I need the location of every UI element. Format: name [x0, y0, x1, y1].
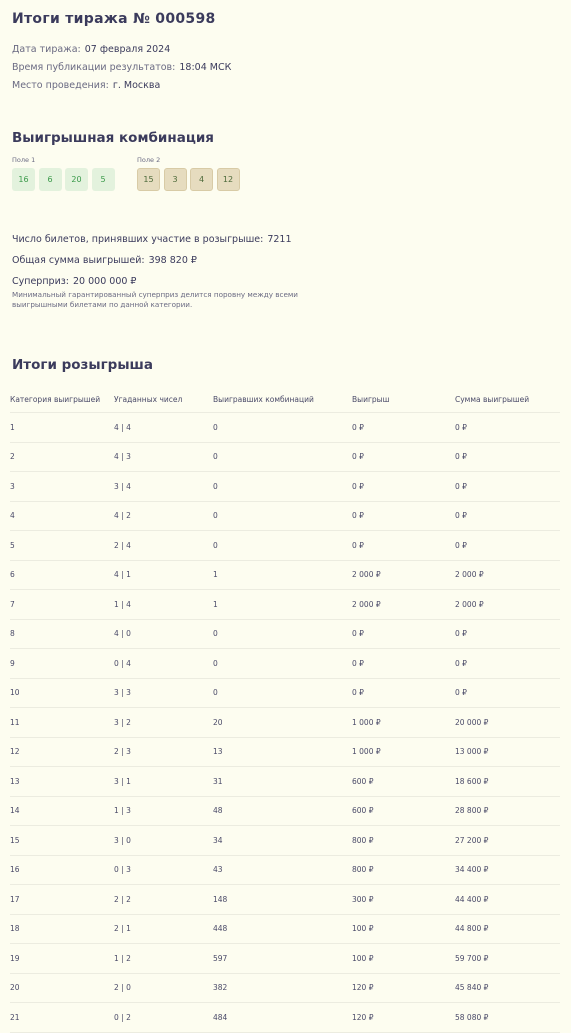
- cell-prize: 300 ₽: [352, 885, 455, 915]
- table-row: [10, 973, 560, 1003]
- draw-meta: [12, 41, 571, 95]
- cell-total: 2 000 ₽: [455, 560, 560, 590]
- results-table: [10, 386, 560, 1033]
- total-winnings-label: Общая сумма выигрышей:: [12, 255, 145, 266]
- cell-category: 17: [10, 885, 114, 915]
- column-header-matched: Угаданных чисел: [114, 386, 213, 413]
- cell-winners: 0: [213, 442, 352, 472]
- table-row: [10, 590, 560, 620]
- cell-matched: 2 | 2: [114, 885, 213, 915]
- cell-total: 28 800 ₽: [455, 796, 560, 826]
- cell-winners: 1: [213, 560, 352, 590]
- table-row: [10, 619, 560, 649]
- cell-category: 12: [10, 737, 114, 767]
- cell-winners: 597: [213, 944, 352, 974]
- cell-total: 0 ₽: [455, 413, 560, 443]
- cell-prize: 100 ₽: [352, 914, 455, 944]
- number-ball: 6: [39, 168, 62, 191]
- cell-winners: 148: [213, 885, 352, 915]
- cell-total: 34 400 ₽: [455, 855, 560, 885]
- cell-total: 27 200 ₽: [455, 826, 560, 856]
- cell-winners: 484: [213, 1003, 352, 1033]
- cell-winners: 0: [213, 531, 352, 561]
- cell-category: 11: [10, 708, 114, 738]
- superprize-note: Минимальный гарантированный суперприз делится поровну между всеми выигрышными билетами по данной категории.: [12, 290, 298, 309]
- cell-prize: 800 ₽: [352, 855, 455, 885]
- cell-category: 18: [10, 914, 114, 944]
- cell-winners: 382: [213, 973, 352, 1003]
- number-ball: 4: [190, 168, 213, 191]
- cell-total: 2 000 ₽: [455, 590, 560, 620]
- cell-matched: 2 | 3: [114, 737, 213, 767]
- publish-time-row: [12, 59, 571, 77]
- table-row: [10, 914, 560, 944]
- draw-stats: [12, 229, 571, 292]
- cell-prize: 0 ₽: [352, 678, 455, 708]
- draw-date-label: Дата тиража:: [12, 44, 81, 55]
- cell-matched: 2 | 4: [114, 531, 213, 561]
- table-row: [10, 855, 560, 885]
- cell-matched: 4 | 2: [114, 501, 213, 531]
- cell-category: 6: [10, 560, 114, 590]
- column-header-category: Категория выигрышей: [10, 386, 114, 413]
- cell-winners: 48: [213, 796, 352, 826]
- cell-winners: 13: [213, 737, 352, 767]
- total-winnings-value: 398 820 ₽: [148, 255, 197, 266]
- cell-prize: 0 ₽: [352, 619, 455, 649]
- cell-winners: 34: [213, 826, 352, 856]
- cell-category: 20: [10, 973, 114, 1003]
- cell-matched: 3 | 0: [114, 826, 213, 856]
- cell-matched: 3 | 3: [114, 678, 213, 708]
- cell-total: 0 ₽: [455, 678, 560, 708]
- cell-matched: 3 | 4: [114, 472, 213, 502]
- cell-category: 21: [10, 1003, 114, 1033]
- cell-winners: 0: [213, 619, 352, 649]
- cell-prize: 0 ₽: [352, 501, 455, 531]
- field-2-label: Поле 2: [137, 156, 161, 164]
- cell-category: 9: [10, 649, 114, 679]
- cell-prize: 0 ₽: [352, 413, 455, 443]
- cell-prize: 600 ₽: [352, 767, 455, 797]
- table-row: [10, 826, 560, 856]
- cell-matched: 0 | 3: [114, 855, 213, 885]
- cell-winners: 0: [213, 413, 352, 443]
- publish-time-label: Время публикации результатов:: [12, 62, 176, 73]
- results-table-body: [10, 413, 560, 1033]
- cell-prize: 0 ₽: [352, 442, 455, 472]
- number-ball: 15: [137, 168, 160, 191]
- superprize-label: Суперприз:: [12, 276, 70, 287]
- publish-time-value: 18:04 МСК: [179, 62, 232, 73]
- cell-category: 4: [10, 501, 114, 531]
- cell-winners: 20: [213, 708, 352, 738]
- cell-matched: 4 | 3: [114, 442, 213, 472]
- table-row: [10, 442, 560, 472]
- table-row: [10, 472, 560, 502]
- tickets-value: 7211: [267, 234, 292, 245]
- table-row: [10, 767, 560, 797]
- winning-combination-heading: Выигрышная комбинация: [12, 130, 214, 146]
- cell-total: 0 ₽: [455, 472, 560, 502]
- table-row: [10, 531, 560, 561]
- cell-winners: 0: [213, 678, 352, 708]
- cell-total: 45 840 ₽: [455, 973, 560, 1003]
- field-2: [137, 156, 243, 191]
- cell-total: 58 080 ₽: [455, 1003, 560, 1033]
- cell-matched: 0 | 4: [114, 649, 213, 679]
- number-ball: 5: [92, 168, 115, 191]
- field-2-numbers: [137, 168, 243, 191]
- cell-matched: 3 | 1: [114, 767, 213, 797]
- cell-total: 0 ₽: [455, 531, 560, 561]
- cell-total: 44 400 ₽: [455, 885, 560, 915]
- cell-category: 7: [10, 590, 114, 620]
- cell-winners: 31: [213, 767, 352, 797]
- field-1-numbers: [12, 168, 118, 191]
- venue-value: г. Москва: [112, 80, 161, 91]
- table-header-row: [10, 386, 560, 413]
- cell-prize: 800 ₽: [352, 826, 455, 856]
- cell-prize: 1 000 ₽: [352, 737, 455, 767]
- table-row: [10, 413, 560, 443]
- cell-matched: 1 | 4: [114, 590, 213, 620]
- cell-matched: 1 | 3: [114, 796, 213, 826]
- number-ball: 12: [217, 168, 240, 191]
- cell-winners: 0: [213, 501, 352, 531]
- cell-winners: 1: [213, 590, 352, 620]
- cell-total: 0 ₽: [455, 442, 560, 472]
- cell-category: 3: [10, 472, 114, 502]
- cell-prize: 0 ₽: [352, 649, 455, 679]
- cell-total: 20 000 ₽: [455, 708, 560, 738]
- table-row: [10, 737, 560, 767]
- table-row: [10, 944, 560, 974]
- cell-total: 59 700 ₽: [455, 944, 560, 974]
- table-row: [10, 796, 560, 826]
- cell-category: 2: [10, 442, 114, 472]
- cell-total: 13 000 ₽: [455, 737, 560, 767]
- cell-prize: 120 ₽: [352, 973, 455, 1003]
- results-heading: Итоги розыгрыша: [12, 357, 153, 373]
- winning-combination: [12, 156, 571, 191]
- cell-category: 8: [10, 619, 114, 649]
- table-row: [10, 708, 560, 738]
- table-row: [10, 560, 560, 590]
- cell-prize: 120 ₽: [352, 1003, 455, 1033]
- tickets-row: [12, 229, 571, 250]
- cell-winners: 448: [213, 914, 352, 944]
- field-1-label: Поле 1: [12, 156, 36, 164]
- cell-prize: 600 ₽: [352, 796, 455, 826]
- table-row: [10, 678, 560, 708]
- draw-date-row: [12, 41, 571, 59]
- cell-total: 0 ₽: [455, 619, 560, 649]
- cell-total: 0 ₽: [455, 649, 560, 679]
- cell-matched: 2 | 0: [114, 973, 213, 1003]
- cell-matched: 4 | 4: [114, 413, 213, 443]
- table-row: [10, 649, 560, 679]
- column-header-prize: Выигрыш: [352, 386, 455, 413]
- cell-total: 44 800 ₽: [455, 914, 560, 944]
- cell-total: 18 600 ₽: [455, 767, 560, 797]
- cell-category: 10: [10, 678, 114, 708]
- cell-category: 19: [10, 944, 114, 974]
- cell-prize: 0 ₽: [352, 472, 455, 502]
- cell-category: 5: [10, 531, 114, 561]
- cell-matched: 2 | 1: [114, 914, 213, 944]
- cell-prize: 0 ₽: [352, 531, 455, 561]
- table-row: [10, 1003, 560, 1033]
- table-row: [10, 501, 560, 531]
- cell-prize: 1 000 ₽: [352, 708, 455, 738]
- cell-winners: 43: [213, 855, 352, 885]
- cell-category: 14: [10, 796, 114, 826]
- cell-category: 15: [10, 826, 114, 856]
- cell-category: 16: [10, 855, 114, 885]
- cell-winners: 0: [213, 472, 352, 502]
- cell-matched: 1 | 2: [114, 944, 213, 974]
- venue-label: Место проведения:: [12, 80, 109, 91]
- number-ball: 3: [164, 168, 187, 191]
- cell-prize: 2 000 ₽: [352, 590, 455, 620]
- total-winnings-row: [12, 250, 571, 271]
- cell-category: 1: [10, 413, 114, 443]
- cell-winners: 0: [213, 649, 352, 679]
- field-1: [12, 156, 118, 191]
- tickets-label: Число билетов, принявших участие в розыгрыше:: [12, 234, 264, 245]
- superprize-row: [12, 271, 571, 292]
- cell-category: 13: [10, 767, 114, 797]
- cell-prize: 2 000 ₽: [352, 560, 455, 590]
- cell-total: 0 ₽: [455, 501, 560, 531]
- cell-prize: 100 ₽: [352, 944, 455, 974]
- draw-date-value: 07 февраля 2024: [84, 44, 171, 55]
- cell-matched: 4 | 0: [114, 619, 213, 649]
- cell-matched: 0 | 2: [114, 1003, 213, 1033]
- column-header-total: Сумма выигрышей: [455, 386, 560, 413]
- number-ball: 16: [12, 168, 35, 191]
- venue-row: [12, 77, 571, 95]
- column-header-winners: Выигравших комбинаций: [213, 386, 352, 413]
- table-row: [10, 885, 560, 915]
- number-ball: 20: [65, 168, 88, 191]
- page-title: Итоги тиража № 000598: [12, 11, 216, 27]
- cell-matched: 3 | 2: [114, 708, 213, 738]
- cell-matched: 4 | 1: [114, 560, 213, 590]
- superprize-value: 20 000 000 ₽: [73, 276, 137, 287]
